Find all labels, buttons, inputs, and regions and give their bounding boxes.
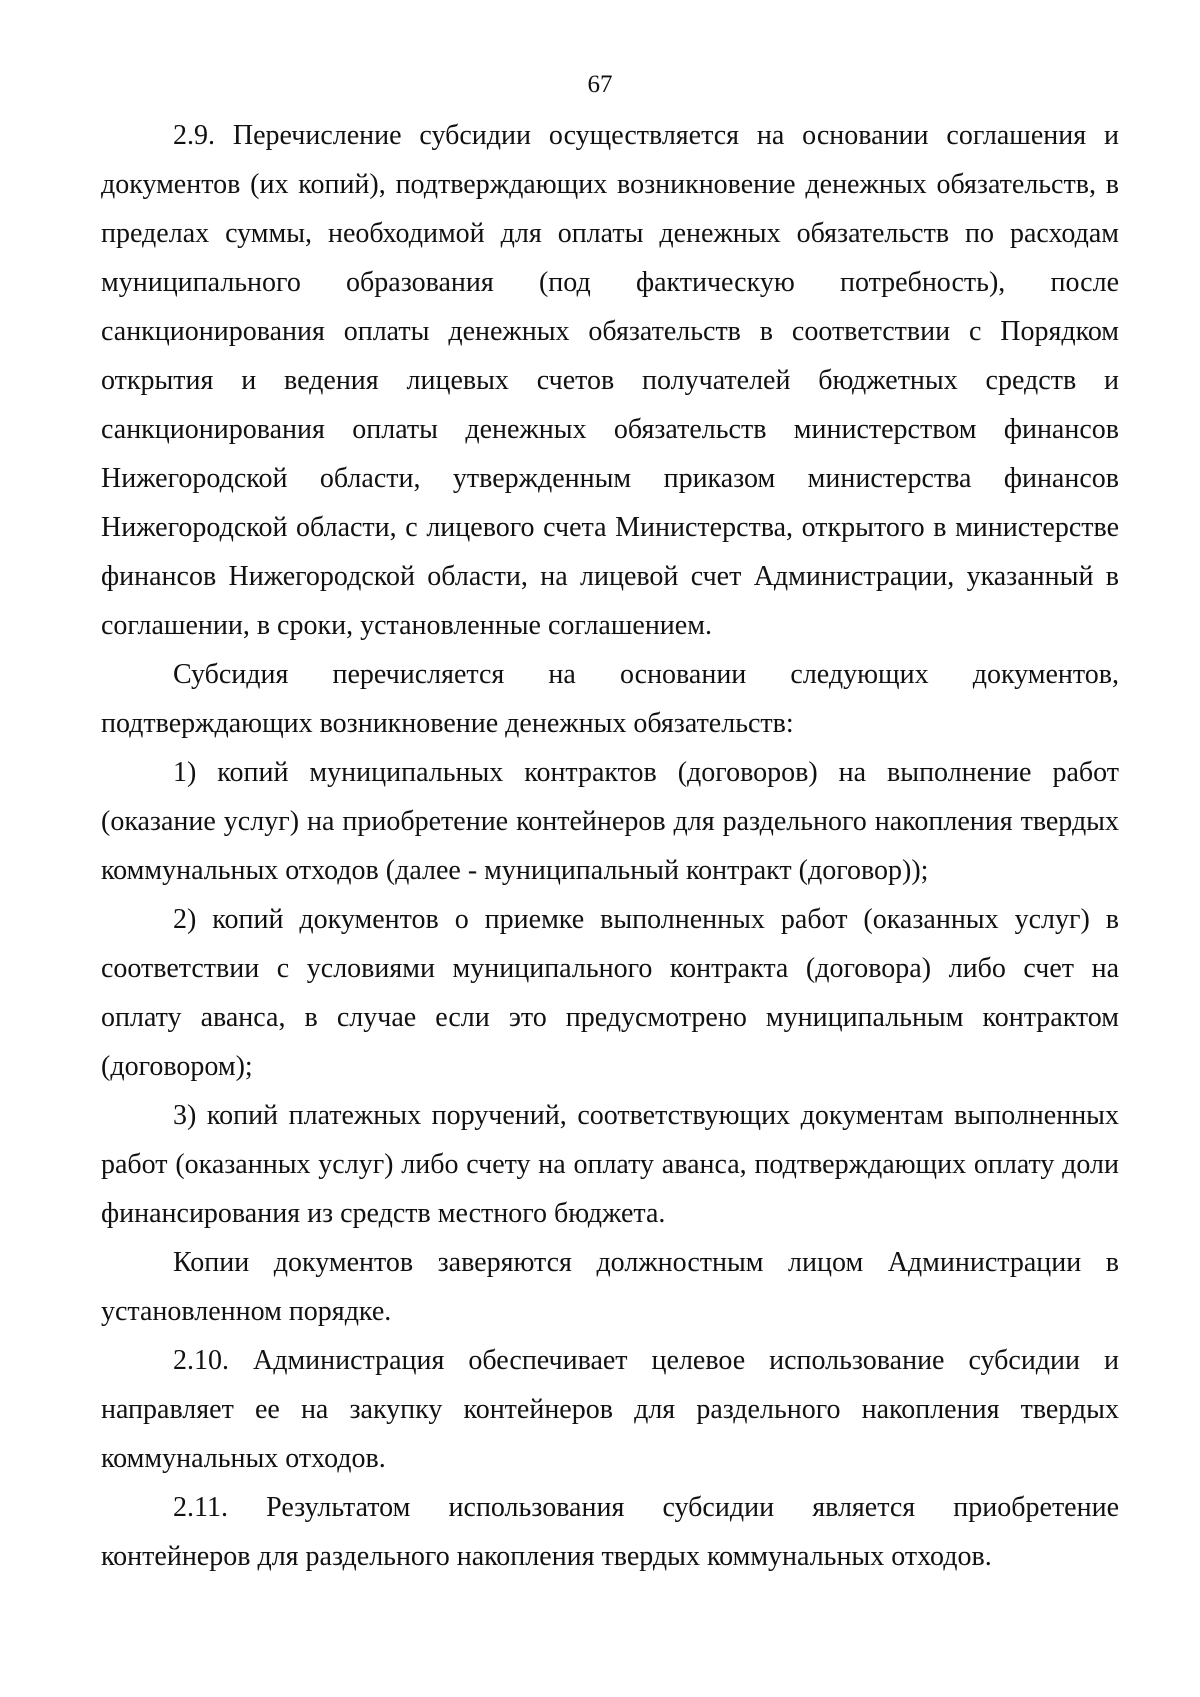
paragraph-copies-certified: Копии документов заверяются должностным лицом Администрации в установленном порядке. [101, 1247, 1119, 1327]
paragraph-subsidy-documents: Субсидия перечисляется на основании следующих документов, подтверждающих возникновение денежных обязательств: [101, 659, 1119, 739]
document-body [101, 111, 1119, 1581]
paragraph-2-11: 2.11. Результатом использования субсидии является приобретение контейнеров для раздельного накопления твердых коммунальных отходов. [101, 1492, 1119, 1572]
page-number: 67 [587, 71, 613, 98]
paragraph-2-10: 2.10. Администрация обеспечивает целевое использование субсидии и направляет ее на закупку контейнеров для раздельного накопления твердых коммунальных отходов. [101, 1345, 1119, 1474]
paragraph-item-2: 2) копий документов о приемке выполненных работ (оказанных услуг) в соответствии с условиями муниципального контракта (договора) либо счет на оплату аванса, в случае если это предусмотрено муниципальным контрактом (договором); [101, 904, 1119, 1082]
paragraph-item-3: 3) копий платежных поручений, соответствующих документам выполненных работ (оказанных услуг) либо счету на оплату аванса, подтверждающих оплату доли финансирования из средств местного бюджета. [101, 1100, 1119, 1229]
paragraph-item-1: 1) копий муниципальных контрактов (договоров) на выполнение работ (оказание услуг) на приобретение контейнеров для раздельного накопления твердых коммунальных отходов (далее - муниципальный контракт (договор)); [101, 757, 1119, 886]
paragraph-2-9: 2.9. Перечисление субсидии осуществляется на основании соглашения и документов (их копий), подтверждающих возникновение денежных обязательств, в пределах суммы, необходимой для оплаты денежных обязательств по расходам муниципального образования (под фактическую потребность), после санкционирования оплаты денежных обязательств в соответствии с Порядком открытия и ведения лицевых счетов получателей бюджетных средств и санкционирования оплаты денежных обязательств министерством финансов Нижегородской области, утвержденным приказом министерства финансов Нижегородской области, с лицевого счета Министерства, открытого в министерстве финансов Нижегородской области, на лицевой счет Администрации, указанный в соглашении, в сроки, установленные соглашением. [101, 120, 1119, 641]
